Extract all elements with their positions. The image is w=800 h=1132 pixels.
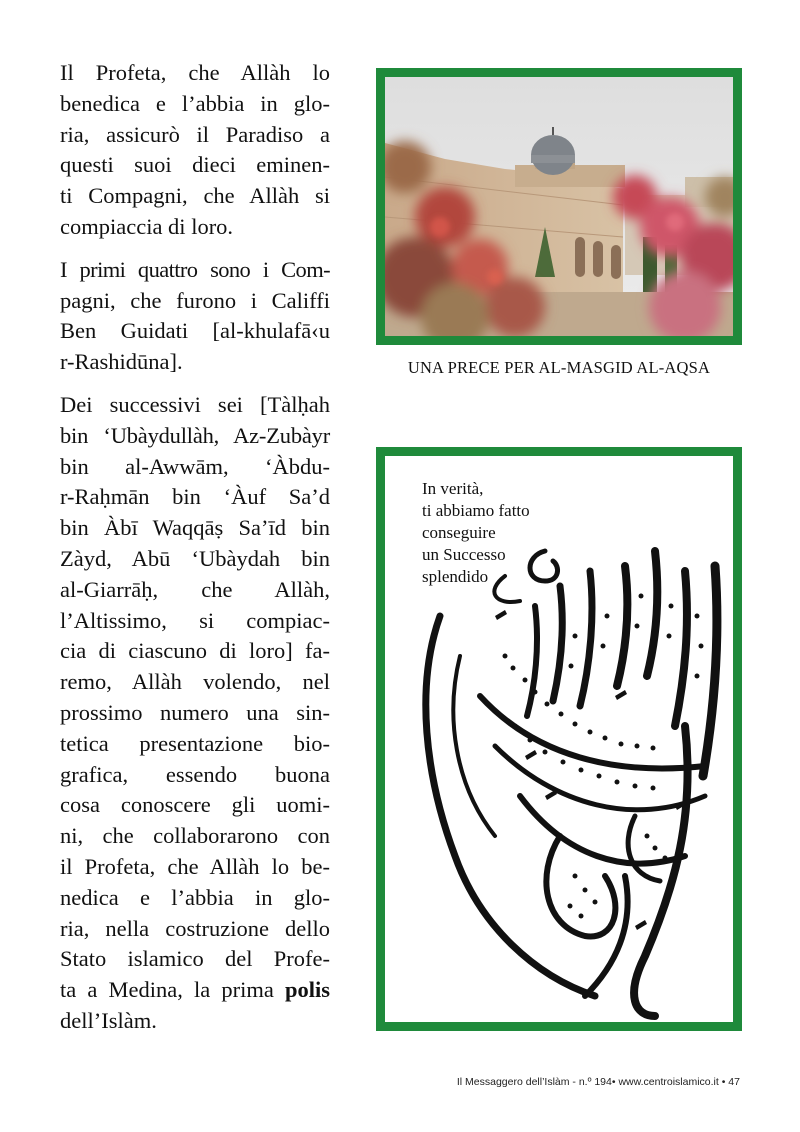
quote-line: In verità,: [422, 479, 484, 498]
paragraph-3: [60, 390, 330, 1037]
text-line: tetica presentazione bio-: [60, 730, 330, 756]
text-line: r-Raḥmān bin ‘Àuf Sa’d: [60, 484, 330, 510]
al-aqsa-illustration: [385, 77, 733, 336]
text-line: grafica, essendo buona: [60, 761, 330, 787]
arabic-calligraphy-artwork: [385, 456, 733, 1022]
text-line: bin Àbī Waqqāṣ Sa’īd bin: [60, 515, 330, 541]
quote-line: ti abbiamo fatto: [422, 501, 530, 520]
quote-line: conseguire: [422, 523, 496, 542]
text-line: Dei successivi sei [Tàlḥah: [60, 391, 330, 417]
text-line: I primi quattro sono i Com-: [60, 256, 330, 282]
text-line: prossimo numero una sin-: [60, 699, 330, 725]
photo-frame: [376, 68, 742, 345]
text-line: Ben Guidati [al-khulafā‹u: [60, 318, 330, 344]
al-aqsa-photo: [385, 77, 733, 336]
text-line: Stato islamico del Profe-: [60, 946, 330, 972]
text-line: nedica e l’abbia in glo-: [60, 884, 330, 910]
text-line: remo, Allàh volendo, nel: [60, 669, 330, 695]
text-line: compiaccia di loro.: [60, 213, 234, 239]
bold-word: polis: [284, 977, 330, 1003]
text-line: r-Rashidūna].: [60, 349, 183, 375]
calligraphy-frame: [376, 447, 742, 1031]
photo-caption: UNA PRECE PER AL-MASGID AL-AQSA: [407, 358, 711, 377]
text-line: al-Giarrāḥ, che Allàh,: [60, 576, 330, 602]
text-line: il Profeta, che Allàh lo be-: [60, 853, 330, 879]
page-footer: Il Messaggero dell’Islàm - n.º 194• www.centroislamico.it • 47: [456, 1076, 740, 1088]
quote-line: un Successo: [422, 545, 506, 564]
text-fragment: ta a Medina, la prima: [60, 977, 274, 1003]
text-line: questi suoi dieci eminen-: [60, 152, 330, 178]
paragraph-2: [60, 255, 330, 378]
text-line: benedica e l’abbia in glo-: [60, 90, 330, 116]
quote-line: splendido: [422, 567, 489, 586]
text-line: pagni, che furono i Califfi: [60, 287, 330, 313]
article-body: [60, 58, 330, 1049]
text-line: cosa conoscere gli uomi-: [60, 792, 330, 818]
text-line: l’Altissimo, si compiac-: [60, 607, 330, 633]
text-line: Il Profeta, che Allàh lo: [60, 60, 330, 85]
text-line: Zàyd, Abū ‘Ubàydah bin: [60, 545, 330, 571]
text-line: ria, nella costruzione dello: [60, 915, 330, 941]
text-line: ria, assicurò il Paradiso a: [60, 121, 330, 147]
text-line: cia di ciascuno di loro] fa-: [60, 638, 330, 664]
text-line: ni, che collaborarono con: [60, 823, 330, 849]
text-line: bin ‘Ubàydullàh, Az-Zubàyr: [60, 422, 330, 448]
paragraph-1: [60, 58, 330, 243]
text-line-with-bold: [60, 975, 330, 1006]
text-line: ti Compagni, che Allàh si: [60, 183, 330, 209]
text-line: bin al-Awwām, ‘Àbdu-: [60, 453, 330, 479]
text-line: dell’Islàm.: [60, 1007, 157, 1033]
